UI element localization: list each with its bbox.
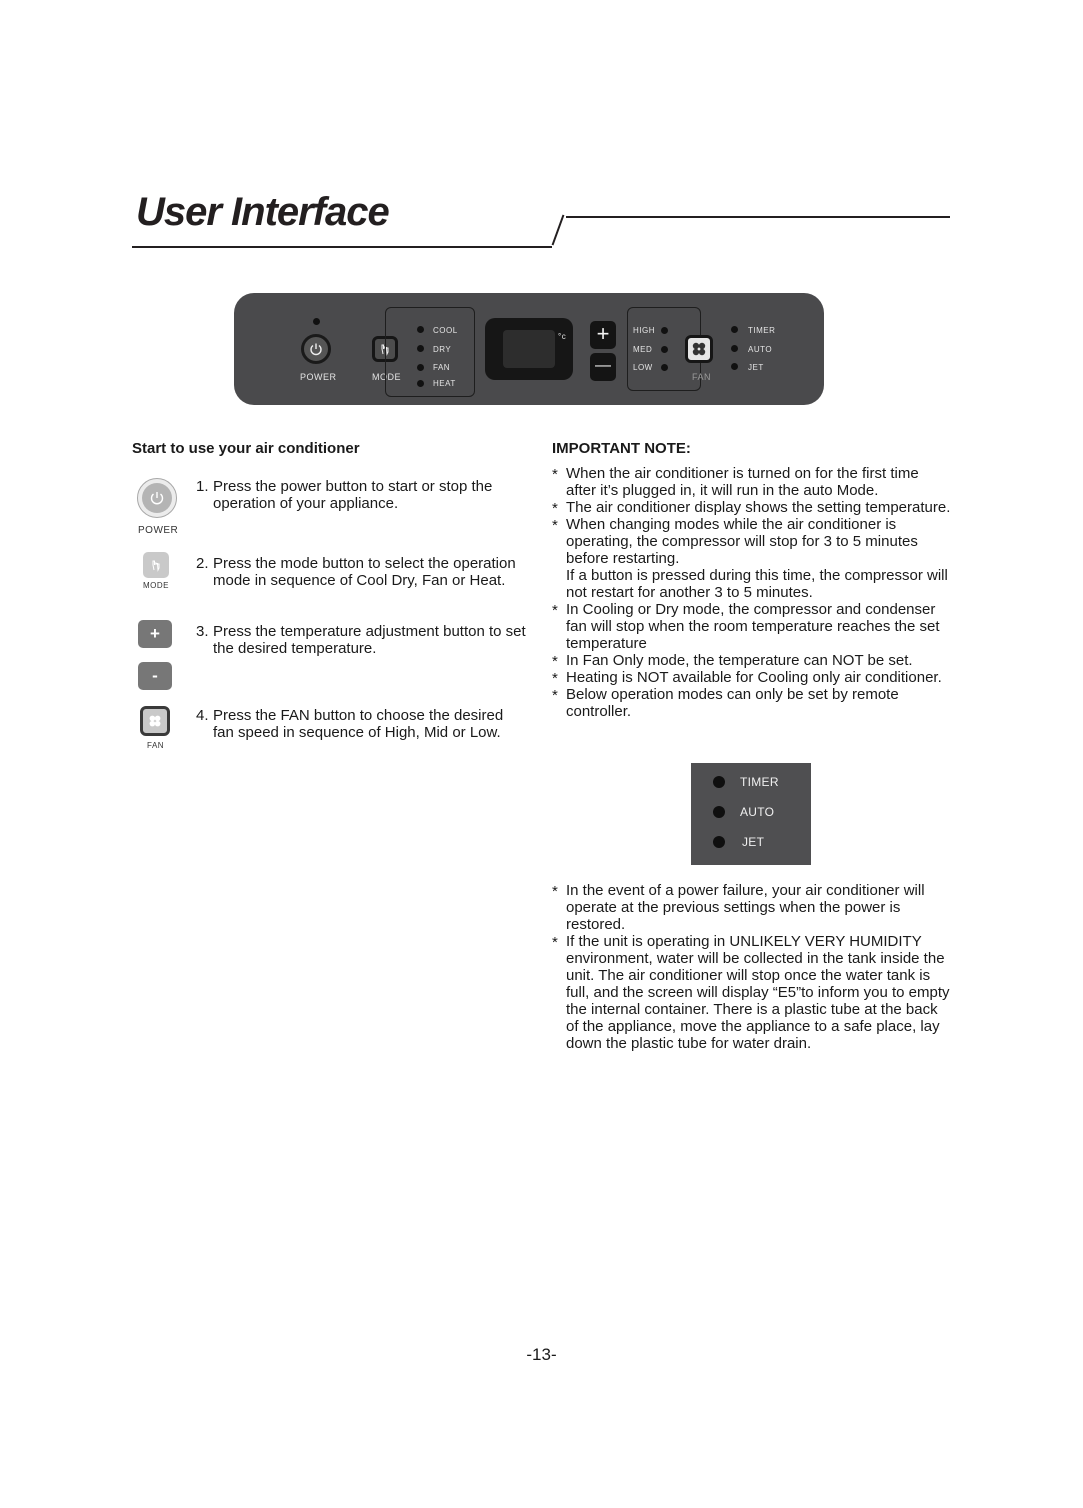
- indicator-dot: [713, 776, 725, 788]
- step-number: 3.: [196, 623, 209, 640]
- step-number: 1.: [196, 478, 209, 495]
- panel-fan-button: [685, 335, 713, 363]
- panel-minus-button: —: [590, 353, 616, 381]
- mode-cool-label: COOL: [433, 326, 458, 335]
- display-screen: [503, 330, 555, 368]
- power-button-icon: [137, 478, 177, 518]
- speed-led: [661, 327, 668, 334]
- note-item: * Heating is NOT available for Cooling only air conditioner.: [552, 669, 952, 686]
- mode-icon-caption: MODE: [143, 581, 169, 590]
- speed-high-label: HIGH: [633, 326, 655, 335]
- mode-button-icon: [143, 552, 169, 578]
- note-item: * The air conditioner display shows the setting temperature.: [552, 499, 952, 516]
- extra-led: [731, 326, 738, 333]
- step-text: Press the temperature adjustment button to set the desired temperature.: [213, 623, 526, 657]
- speed-led: [661, 346, 668, 353]
- panel-power-button: [301, 334, 331, 364]
- mode-led: [417, 380, 424, 387]
- minus-button-icon: -: [138, 662, 172, 690]
- important-notes-list: [552, 465, 952, 720]
- extra-led: [731, 345, 738, 352]
- indicator-dot: [713, 836, 725, 848]
- speed-led: [661, 364, 668, 371]
- extra-timer-label: TIMER: [748, 326, 776, 335]
- mode-led: [417, 326, 424, 333]
- note-item: * If the unit is operating in UNLIKELY VERY HUMIDITY environment, water will be collected in the tank inside the unit. The air conditioner will stop once the water tank is full, and the screen will display “E5”to inform you to empty the internal container. There is a plastic tube at the back of the appliance, move the appliance to a safe place, lay down the plastic tube for water drain.: [552, 933, 952, 1052]
- panel-power-label: POWER: [300, 372, 337, 382]
- mode-led: [417, 345, 424, 352]
- power-icon-caption: POWER: [138, 525, 179, 536]
- step-text: Press the power button to start or stop the operation of your appliance.: [213, 478, 493, 512]
- power-icon: [309, 342, 323, 356]
- step-4: [196, 707, 526, 741]
- important-notes-list-continued: [552, 882, 952, 1052]
- note-item: * In Fan Only mode, the temperature can NOT be set.: [552, 652, 952, 669]
- mode-group-frame: [385, 307, 475, 397]
- note-item: * When the air conditioner is turned on for the first time after it’s plugged in, it will run in the auto Mode.: [552, 465, 952, 499]
- fan-icon-caption: FAN: [147, 741, 165, 750]
- step-3: [196, 623, 526, 657]
- remote-mode-auto: AUTO: [713, 804, 774, 820]
- plus-button-icon: +: [138, 620, 172, 648]
- step-number: 4.: [196, 707, 209, 724]
- note-item: * In the event of a power failure, your air conditioner will operate at the previous settings when the power is restored.: [552, 882, 952, 933]
- power-indicator-led: [313, 318, 320, 325]
- remote-only-modes-box: [691, 763, 811, 865]
- power-icon: [149, 490, 165, 506]
- note-item: * Below operation modes can only be set by remote controller.: [552, 686, 952, 720]
- fan-icon: [148, 714, 162, 728]
- extra-auto-label: AUTO: [748, 345, 773, 354]
- step-text: Press the FAN button to choose the desired fan speed in sequence of High, Mid or Low.: [213, 707, 504, 741]
- remote-mode-jet: JET: [713, 834, 764, 850]
- start-heading: Start to use your air conditioner: [132, 440, 360, 457]
- page-number: -13-: [526, 1345, 557, 1364]
- step-text: Press the mode button to select the operation mode in sequence of Cool Dry, Fan or Heat.: [213, 555, 516, 589]
- hand-icon: [149, 558, 163, 572]
- speed-med-label: MED: [633, 345, 653, 354]
- page-title: User Interface: [136, 190, 389, 234]
- title-rule-slant: [552, 215, 565, 246]
- note-item: * In Cooling or Dry mode, the compressor and condenser fan will stop when the room temperature reaches the set temperature: [552, 601, 952, 652]
- mode-dry-label: DRY: [433, 345, 452, 354]
- control-panel-illustration: [234, 293, 824, 405]
- fan-icon: [691, 341, 707, 357]
- speed-low-label: LOW: [633, 363, 653, 372]
- degree-unit: °c: [558, 332, 567, 341]
- step-number: 2.: [196, 555, 209, 572]
- step-2: [196, 555, 526, 589]
- step-1: [196, 478, 526, 512]
- temperature-display: [485, 318, 573, 380]
- panel-fan-label: FAN: [692, 372, 712, 382]
- panel-mode-label: MODE: [372, 372, 401, 382]
- title-rule-top: [566, 216, 950, 218]
- panel-plus-button: +: [590, 321, 616, 349]
- mode-fan-label: FAN: [433, 363, 451, 372]
- title-rule: [132, 246, 552, 248]
- indicator-dot: [713, 806, 725, 818]
- mode-heat-label: HEAT: [433, 379, 456, 388]
- mode-led: [417, 364, 424, 371]
- extra-led: [731, 363, 738, 370]
- remote-mode-timer: TIMER: [713, 774, 779, 790]
- note-item: * When changing modes while the air conditioner is operating, the compressor will stop for 3 to 5 minutes before restarting. If a button is pressed during this time, the compressor will not restart for another 3 to 5 minutes.: [552, 516, 952, 601]
- fan-button-icon: [140, 706, 170, 736]
- important-note-heading: IMPORTANT NOTE:: [552, 440, 691, 457]
- extra-jet-label: JET: [748, 363, 764, 372]
